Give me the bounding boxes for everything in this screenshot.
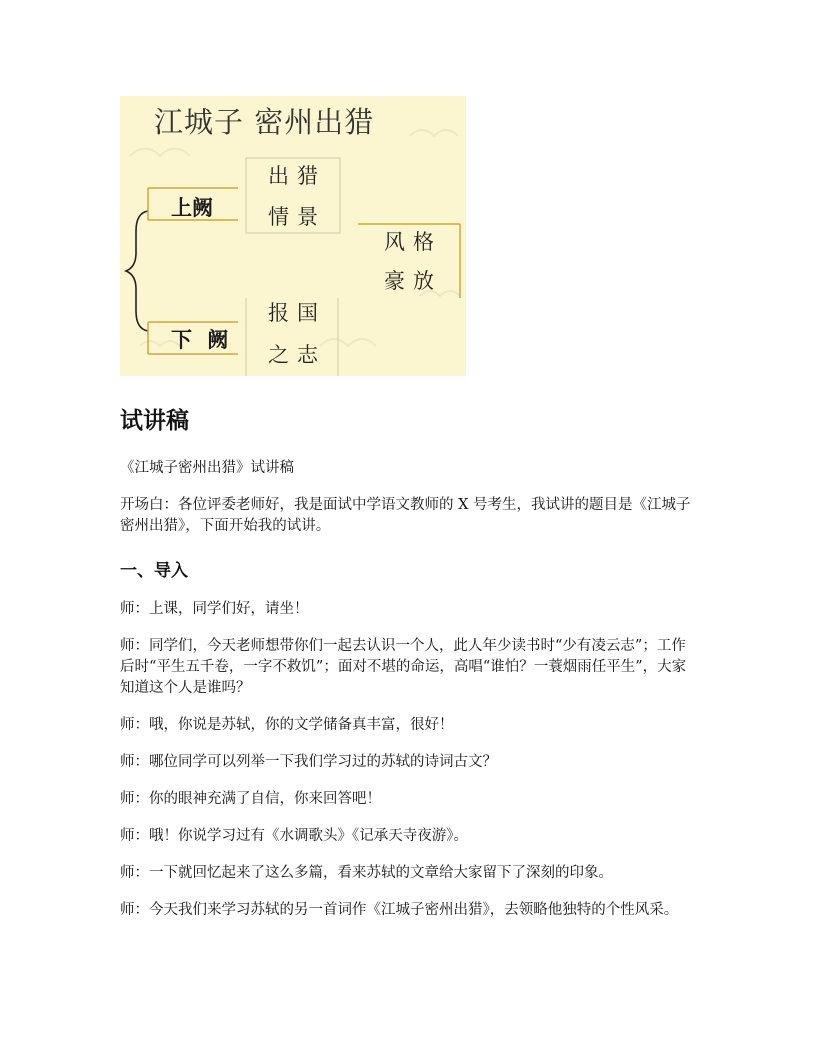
paragraph: 师：上课，同学们好，请坐！: [120, 601, 309, 617]
style-line2: 豪放: [384, 269, 442, 293]
paragraph: 师：哦！你说学习过有《水调歌头》《记承天寺夜游》。: [120, 828, 468, 844]
mindmap-figure: [120, 96, 466, 376]
section-heading-intro: 一、导入: [120, 561, 188, 581]
ambition-line2: 之志: [268, 343, 326, 367]
paragraph: 师：一下就回忆起来了这么多篇，看来苏轼的文章给大家留下了深刻的印象。: [120, 865, 613, 881]
figure-title: 江城子 密州出猎: [154, 105, 375, 139]
hunting-scene-line1: 出猎: [268, 164, 326, 188]
upper-stanza-label: 上阙: [171, 195, 213, 220]
paragraph: 师：哦，你说是苏轼，你的文学储备真丰富，很好！: [120, 717, 454, 733]
paragraph: 师：你的眼神充满了自信，你来回答吧！: [120, 791, 381, 807]
paragraph: 师：哪位同学可以列举一下我们学习过的苏轼的诗词古文？: [120, 754, 497, 770]
opening-remarks: 开场白：各位评委老师好，我是面试中学语文教师的 X 号考生，我试讲的题目是《江城子密州出猎》，下面开始我的试讲。: [120, 497, 691, 534]
paragraph: 师：今天我们来学习苏轼的另一首词作《江城子密州出猎》，去领略他独特的个性风采。: [120, 902, 679, 918]
brace-icon: [126, 211, 148, 331]
document-subtitle: 《江城子密州出猎》试讲稿: [120, 460, 294, 476]
ambition-line1: 报国: [268, 301, 326, 325]
document-heading: 试讲稿: [120, 408, 189, 434]
paragraph: 师：同学们，今天老师想带你们一起去认识一个人，此人年少读书时“少有凌云志”；工作后时“平生五千卷，一字不救饥”；面对不堪的命运，高唱“谁怕？一蓑烟雨任平生”，大家知道这个人是谁吗？: [120, 638, 687, 696]
lower-stanza-label: 下 阙: [171, 327, 233, 352]
style-line1: 风格: [384, 230, 442, 254]
hunting-scene-line2: 情景: [268, 205, 326, 229]
